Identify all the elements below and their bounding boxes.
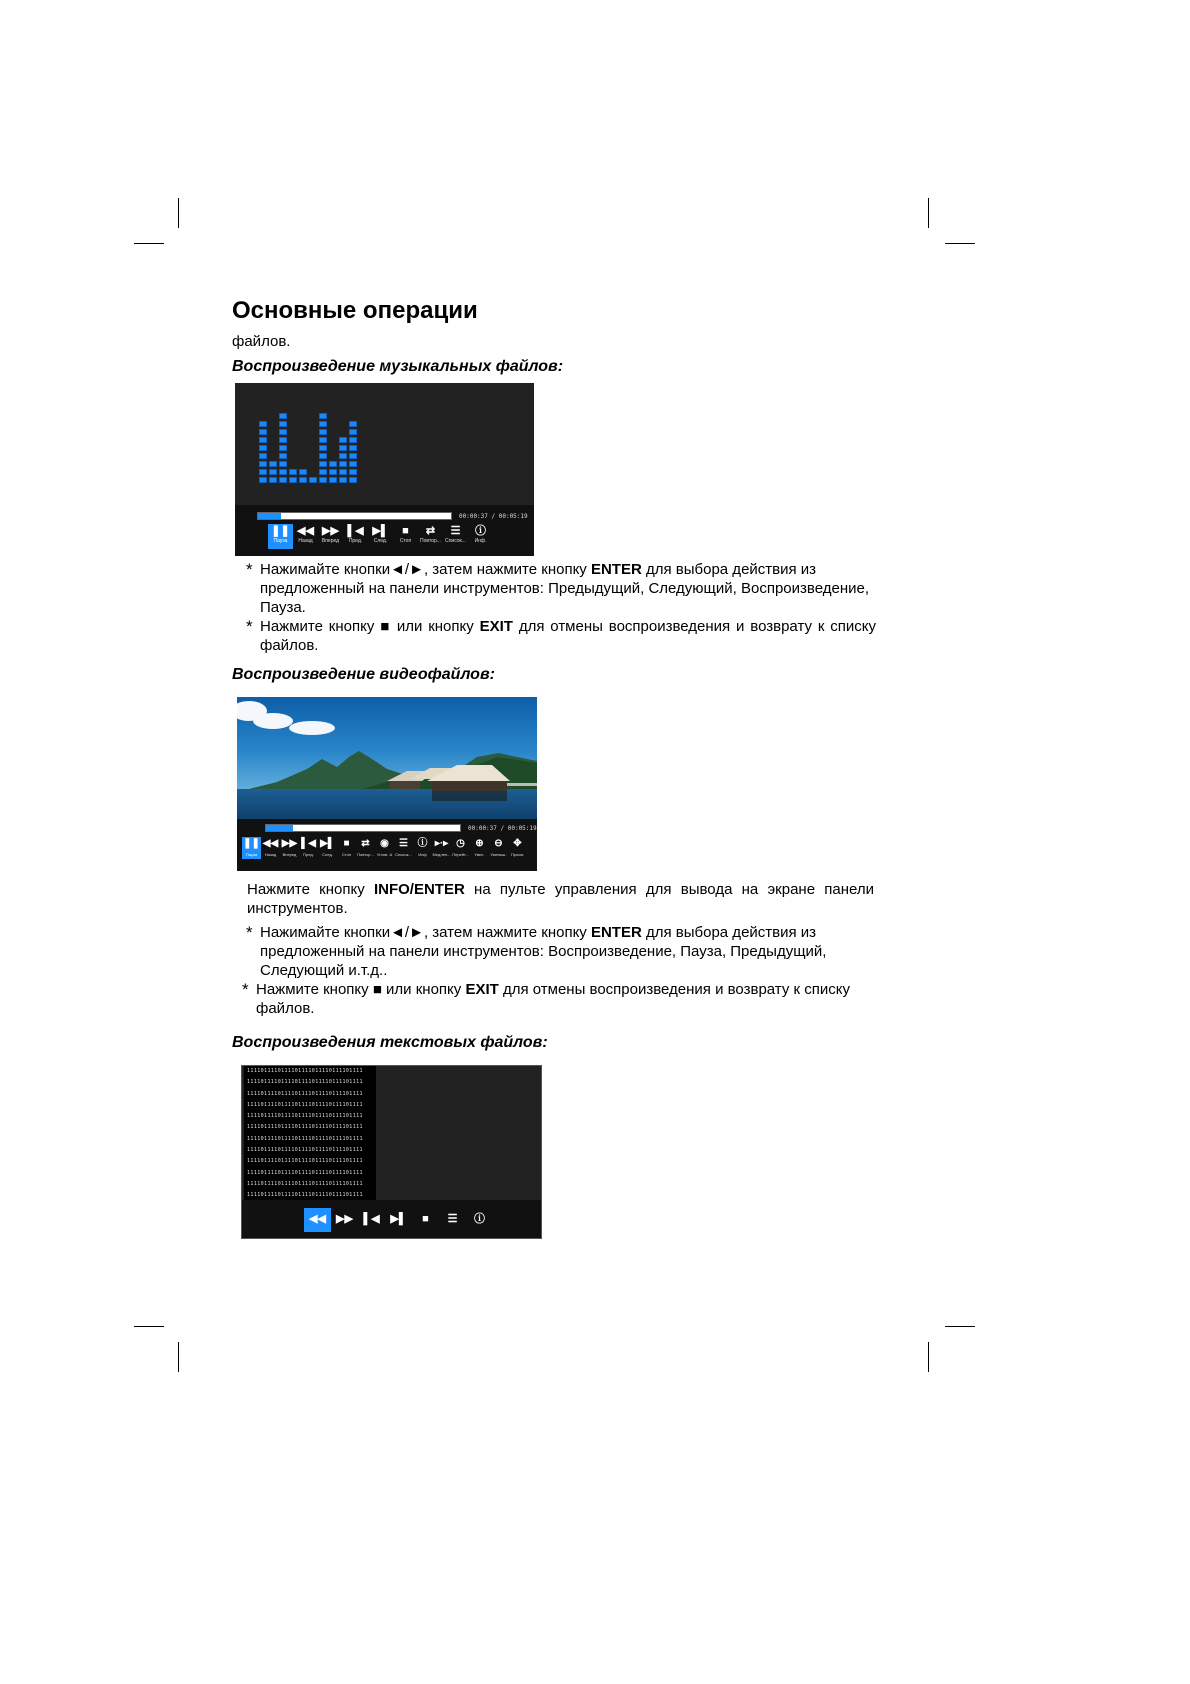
crop-mark <box>945 243 975 244</box>
equalizer-block <box>269 477 277 483</box>
toolbar-button-page-up[interactable] <box>304 1208 331 1232</box>
cloud <box>289 721 335 735</box>
toolbar-button-playlist[interactable] <box>443 524 468 549</box>
toolbar-button-page-down[interactable] <box>331 1208 358 1232</box>
lead-text: файлов. <box>232 333 291 350</box>
text-line: 1111011110111101111011110111101111 <box>247 1124 363 1131</box>
text-line: 1111011110111101111011110111101111 <box>247 1113 363 1120</box>
toolbar-button-goto-time[interactable] <box>451 837 470 859</box>
next-icon: ▶▌ <box>372 525 389 537</box>
info-icon: ⓘ <box>474 1213 485 1225</box>
equalizer-column <box>269 461 277 483</box>
toolbar-button-label: Назад <box>264 852 277 857</box>
equalizer-block <box>319 469 327 475</box>
toolbar-button-zoom-in[interactable] <box>470 837 489 859</box>
crop-mark <box>178 198 179 228</box>
angle-icon: ◉ <box>380 838 389 849</box>
equalizer-column <box>259 421 267 483</box>
cloud <box>253 713 293 729</box>
toolbar-button-info[interactable] <box>413 837 432 859</box>
equalizer-block <box>269 461 277 467</box>
time-display: 00:00:37 / 00:05:19 <box>459 513 528 520</box>
text-toolbar <box>304 1208 493 1232</box>
crop-mark <box>134 243 164 244</box>
video-toolbar <box>242 837 527 859</box>
toolbar-button-slow-motion[interactable] <box>432 837 451 859</box>
equalizer-block <box>279 453 287 459</box>
equalizer-block <box>329 461 337 467</box>
text-line: 1111011110111101111011110111101111 <box>247 1090 363 1097</box>
equalizer-block <box>289 469 297 475</box>
previous-icon: ▌◀ <box>301 838 316 849</box>
video-player-screenshot <box>237 697 537 871</box>
equalizer-block <box>349 421 357 427</box>
equalizer-block <box>279 413 287 419</box>
note-item: * Нажмите кнопку ■ или кнопку EXIT для отмены воспроизведения и возврату к списку файлов. <box>246 617 876 654</box>
page-down-icon: ▶▶ <box>336 1213 353 1225</box>
toolbar-button-pan[interactable] <box>508 837 527 859</box>
pan-icon: ✥ <box>513 838 522 849</box>
equalizer-block <box>299 469 307 475</box>
toolbar-button-stop[interactable] <box>412 1208 439 1232</box>
info-icon: ⓘ <box>475 525 486 537</box>
toolbar-button-repeat[interactable] <box>418 524 443 549</box>
toolbar-button-label: Повтор... <box>357 852 374 857</box>
goto-time-icon: ◷ <box>456 838 465 849</box>
equalizer-block <box>279 461 287 467</box>
equalizer-block <box>349 437 357 443</box>
note-item: * Нажимайте кнопки◄/►, затем нажмите кнопку ENTER для выбора действия из предложенный на панели инструментов: Предыдущий, Следующий, Воспроизведение, Пауза. <box>246 560 869 616</box>
equalizer-block <box>319 421 327 427</box>
equalizer-block <box>319 453 327 459</box>
stop-icon: ■ <box>343 838 350 849</box>
repeat-icon: ⇄ <box>425 525 436 537</box>
fast-forward-icon: ▶▶ <box>281 838 298 849</box>
overwater-bungalows <box>382 763 537 813</box>
equalizer-column <box>339 437 347 483</box>
toolbar-button-label: Инф <box>418 852 427 857</box>
rewind-icon: ◀◀ <box>262 838 279 849</box>
equalizer-column <box>279 413 287 483</box>
info-icon: ⓘ <box>417 838 428 849</box>
equalizer-block <box>349 469 357 475</box>
text-viewer-screenshot <box>241 1065 542 1239</box>
crop-mark <box>945 1326 975 1327</box>
previous-icon: ▌◀ <box>363 1213 380 1225</box>
asterisk-icon: * <box>242 980 249 999</box>
fast-forward-icon: ▶▶ <box>322 525 339 537</box>
text-line: 1111011110111101111011110111101111 <box>247 1180 363 1187</box>
equalizer-block <box>319 429 327 435</box>
toolbar-button-fast-forward[interactable] <box>318 524 343 549</box>
progress-bar[interactable] <box>265 824 461 832</box>
equalizer-block <box>329 477 337 483</box>
toolbar-button-previous[interactable] <box>343 524 368 549</box>
equalizer-block <box>349 429 357 435</box>
equalizer-block <box>259 461 267 467</box>
toolbar-button-label: Список... <box>445 538 466 544</box>
zoom-out-icon: ⊖ <box>494 838 503 849</box>
equalizer-block <box>259 429 267 435</box>
toolbar-button-label: Медлен... <box>432 852 451 857</box>
progress-fill <box>266 825 293 831</box>
crop-mark <box>928 198 929 228</box>
toolbar-button-label: Пред. <box>348 538 363 544</box>
progress-bar[interactable] <box>257 512 452 520</box>
equalizer-block <box>319 445 327 451</box>
equalizer-block <box>339 453 347 459</box>
note-item: * Нажмите кнопку ■ или кнопку EXIT для отмены воспроизведения и возврату к списку файлов. <box>242 980 850 1017</box>
page-title: Основные операции <box>232 297 478 324</box>
equalizer-block <box>329 469 337 475</box>
toolbar-button-pause[interactable] <box>268 524 293 549</box>
toolbar-button-zoom-out[interactable] <box>489 837 508 859</box>
slow-motion-icon: ▸·▸ <box>434 838 449 849</box>
toolbar-button-label: Назад <box>298 538 313 544</box>
toolbar-button-previous[interactable] <box>358 1208 385 1232</box>
equalizer-column <box>299 469 307 483</box>
equalizer-block <box>279 477 287 483</box>
equalizer-column <box>329 461 337 483</box>
text-content-pane <box>244 1066 376 1200</box>
music-player-screenshot <box>235 383 534 556</box>
equalizer-block <box>349 445 357 451</box>
video-control-strip <box>237 819 537 871</box>
toolbar-button-rewind[interactable] <box>261 837 280 859</box>
crop-mark <box>178 1342 179 1372</box>
toolbar-button-label: Уменьш. <box>490 852 507 857</box>
toolbar-button-repeat[interactable] <box>356 837 375 859</box>
time-display: 00:00:37 / 00:05:19 <box>468 825 537 832</box>
toolbar-button-label: Инф. <box>474 538 487 544</box>
toolbar-button-rewind[interactable] <box>293 524 318 549</box>
equalizer-block <box>289 477 297 483</box>
toolbar-button-angle[interactable] <box>375 837 394 859</box>
toolbar-button-label: Углов. А <box>376 852 393 857</box>
music-control-strip <box>235 505 534 556</box>
toolbar-button-next[interactable] <box>385 1208 412 1232</box>
stop-icon: ■ <box>422 1213 429 1225</box>
equalizer-block <box>259 477 267 483</box>
music-toolbar <box>268 524 493 549</box>
text-line: 1111011110111101111011110111101111 <box>247 1101 363 1108</box>
equalizer-block <box>259 437 267 443</box>
equalizer-block <box>259 453 267 459</box>
equalizer-block <box>319 413 327 419</box>
equalizer-block <box>309 477 317 483</box>
equalizer-block <box>339 437 347 443</box>
equalizer-block <box>269 469 277 475</box>
equalizer-block <box>259 445 267 451</box>
toolbar-button-label: Повтор... <box>420 538 441 544</box>
equalizer-block <box>279 429 287 435</box>
zoom-in-icon: ⊕ <box>475 838 484 849</box>
text-line: 1111011110111101111011110111101111 <box>247 1158 363 1165</box>
toolbar-button-label: Стоп <box>341 852 352 857</box>
toolbar-button-fast-forward[interactable] <box>280 837 299 859</box>
toolbar-button-next[interactable] <box>368 524 393 549</box>
toolbar-button-stop[interactable] <box>393 524 418 549</box>
toolbar-button-info[interactable] <box>468 524 493 549</box>
equalizer-block <box>319 461 327 467</box>
equalizer-block <box>279 469 287 475</box>
playlist-icon: ☰ <box>447 1213 458 1225</box>
equalizer-block <box>339 445 347 451</box>
crop-mark <box>928 1342 929 1372</box>
text-line: 1111011110111101111011110111101111 <box>247 1135 363 1142</box>
toolbar-button-pause[interactable] <box>242 837 261 859</box>
equalizer-column <box>349 421 357 483</box>
equalizer-block <box>339 477 347 483</box>
toolbar-button-next[interactable] <box>318 837 337 859</box>
toolbar-button-label: Вперед <box>282 852 297 857</box>
text-control-strip <box>242 1200 541 1239</box>
previous-icon: ▌◀ <box>347 525 364 537</box>
repeat-icon: ⇄ <box>361 838 370 849</box>
pause-icon: ❚❚ <box>271 525 290 537</box>
toolbar-button-label: Пауза <box>245 852 258 857</box>
next-icon: ▶▌ <box>390 1213 407 1225</box>
playlist-icon: ☰ <box>399 838 408 849</box>
equalizer-block <box>259 469 267 475</box>
equalizer-column <box>319 413 327 483</box>
equalizer-block <box>349 453 357 459</box>
toolbar-button-label: Перейт... <box>452 852 469 857</box>
music-heading: Воспроизведение музыкальных файлов: <box>232 358 564 375</box>
toolbar-button-label: Увел. <box>474 852 485 857</box>
asterisk-icon: * <box>246 560 253 579</box>
stop-icon: ■ <box>402 525 409 537</box>
toolbar-button-playlist[interactable] <box>394 837 413 859</box>
toolbar-button-label: Просм. <box>510 852 525 857</box>
note-item: * Нажимайте кнопки◄/►, затем нажмите кнопку ENTER для выбора действия из предложенный на панели инструментов: Воспроизведение, Пауза, Предыдущий, Следующий и.т.д.. <box>246 923 827 979</box>
equalizer-block <box>319 437 327 443</box>
toolbar-button-label: След. <box>373 538 388 544</box>
next-icon: ▶▌ <box>320 838 335 849</box>
progress-fill <box>258 513 281 519</box>
pause-icon: ❚❚ <box>243 838 260 849</box>
playlist-icon: ☰ <box>450 525 461 537</box>
toolbar-button-label: Вперед <box>321 538 340 544</box>
equalizer-column <box>289 469 297 483</box>
equalizer-block <box>349 461 357 467</box>
asterisk-icon: * <box>246 923 253 942</box>
toolbar-button-stop[interactable] <box>337 837 356 859</box>
toolbar-button-playlist[interactable] <box>439 1208 466 1232</box>
video-notes <box>242 923 876 1018</box>
equalizer-block <box>279 421 287 427</box>
equalizer-block <box>259 421 267 427</box>
equalizer-block <box>339 469 347 475</box>
crop-mark <box>134 1326 164 1327</box>
text-line: 1111011110111101111011110111101111 <box>247 1079 363 1086</box>
music-notes <box>246 560 876 655</box>
equalizer-block <box>279 445 287 451</box>
equalizer-column <box>309 477 317 483</box>
page-up-icon: ◀◀ <box>309 1213 326 1225</box>
toolbar-button-label: Пауза <box>273 538 288 544</box>
toolbar-button-label: Стоп <box>399 538 412 544</box>
video-intro: Нажмите кнопку INFO/ENTER на пульте управления для вывода на экране панели инструментов. <box>247 881 874 917</box>
video-heading: Воспроизведение видеофайлов: <box>232 666 495 683</box>
toolbar-button-info[interactable] <box>466 1208 493 1232</box>
asterisk-icon: * <box>246 617 253 636</box>
equalizer-block <box>339 461 347 467</box>
equalizer-block <box>279 437 287 443</box>
text-line: 1111011110111101111011110111101111 <box>247 1147 363 1154</box>
equalizer-block <box>299 477 307 483</box>
equalizer-block <box>319 477 327 483</box>
text-line: 1111011110111101111011110111101111 <box>247 1192 363 1199</box>
text-heading: Воспроизведения текстовых файлов: <box>232 1034 548 1051</box>
toolbar-button-previous[interactable] <box>299 837 318 859</box>
toolbar-button-label: Список... <box>395 852 412 857</box>
equalizer-visualizer <box>259 407 357 483</box>
toolbar-button-label: Пред. <box>303 852 314 857</box>
text-line: 1111011110111101111011110111101111 <box>247 1169 363 1176</box>
toolbar-button-label: След. <box>322 852 333 857</box>
rewind-icon: ◀◀ <box>297 525 314 537</box>
equalizer-block <box>349 477 357 483</box>
text-line: 1111011110111101111011110111101111 <box>247 1068 363 1074</box>
